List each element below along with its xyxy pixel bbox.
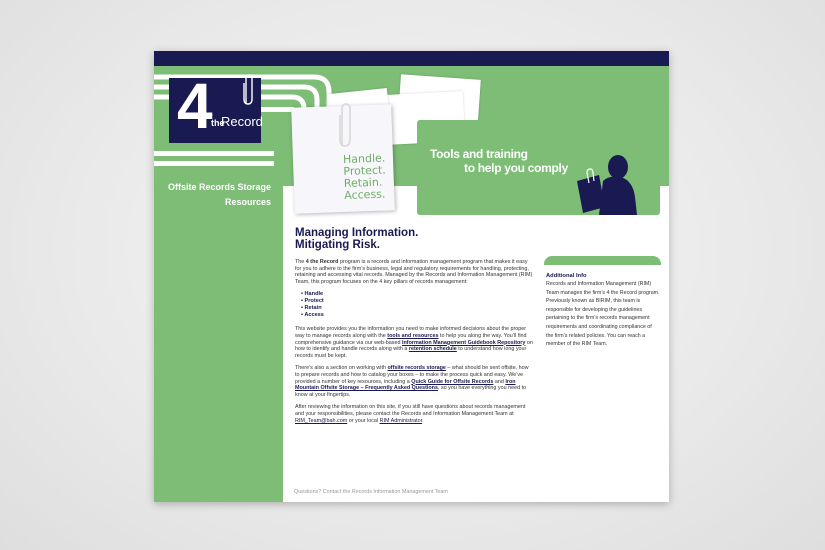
list-item: • Access bbox=[301, 312, 534, 319]
sidebar-link-offsite-line1[interactable]: Offsite Records Storage bbox=[167, 182, 271, 192]
text-run: , so you have everything you need to know at your fingertips. bbox=[295, 385, 527, 398]
list-item: • Retain bbox=[301, 305, 534, 312]
intro-prefix: The bbox=[295, 259, 306, 265]
note-line: Protect. bbox=[343, 163, 387, 178]
tools-banner[interactable] bbox=[417, 120, 660, 215]
site-page bbox=[154, 51, 669, 502]
additional-info-panel bbox=[546, 273, 660, 349]
list-item: • Handle bbox=[301, 291, 534, 298]
guidebook-repository-link[interactable]: Information Management Guidebook Repository bbox=[401, 339, 526, 346]
sidebar bbox=[154, 186, 283, 502]
info-body: Records and Information Management (RIM) Team manages the firm’s 4 the Record program. Previously known as BIRIM, this team is responsible for developing the guidelines pertaining to the firm’s records management requirements and coordinating compliance of the firm’s related policies. You can reach a member of the RIM Team. bbox=[546, 281, 660, 348]
headline-line-1: Managing Information. bbox=[295, 227, 419, 239]
quick-guide-link[interactable]: Quick Guide for Offsite Records bbox=[411, 378, 494, 385]
text-run: . bbox=[422, 417, 424, 424]
note-line: Handle. bbox=[342, 151, 386, 166]
sidebar-link-offsite-line2[interactable]: Resources bbox=[224, 197, 271, 207]
list-item: • Protect bbox=[301, 298, 534, 305]
footer-contact-text[interactable]: Questions? Contact the Records Information Management Team bbox=[294, 489, 448, 495]
resources-paragraph bbox=[295, 326, 534, 359]
offsite-paragraph bbox=[295, 365, 534, 398]
offsite-storage-link[interactable]: offsite records storage bbox=[387, 365, 446, 372]
info-title: Additional Info bbox=[546, 273, 587, 279]
text-run: to understand how long your records must be kept. bbox=[295, 346, 527, 359]
paperclip-icon bbox=[337, 101, 353, 149]
reading-person-icon bbox=[569, 153, 639, 215]
retention-schedule-link[interactable]: retention schedule bbox=[408, 346, 457, 353]
rim-administrator-link[interactable]: RIM Administrator bbox=[379, 417, 423, 424]
note-line: Retain. bbox=[343, 175, 383, 190]
main-content bbox=[295, 227, 534, 430]
text-run: and bbox=[493, 378, 506, 385]
text-run: on how to identify and handle records along with a bbox=[295, 339, 533, 353]
pillars-note-text bbox=[343, 151, 423, 202]
text-run: to help you along the way. You’ll find comprehensive guidance via our web-based bbox=[295, 332, 527, 346]
logo-small-word: the bbox=[211, 118, 225, 128]
contact-paragraph bbox=[295, 404, 534, 424]
text-run: After reviewing the information on this site, if you still have questions about records management and your responsibilities, please contact the Records and Information Management Team at bbox=[295, 404, 526, 417]
banner-line-2: to help you comply bbox=[464, 161, 568, 175]
rim-email-link[interactable]: RIM_Team@bah.com bbox=[295, 417, 348, 424]
text-run: – what should be sent offsite, how to prepare records and how to catalog your boxes – to make the process quick and easy. We’ve provided a number of key resources, including a bbox=[295, 365, 529, 385]
note-line: Access. bbox=[344, 187, 386, 202]
tools-resources-link[interactable]: tools and resources bbox=[387, 332, 439, 339]
banner-line-1: Tools and training bbox=[430, 147, 528, 161]
logo-number: 4 bbox=[177, 70, 211, 142]
logo-word: Record bbox=[221, 114, 263, 129]
page-title bbox=[295, 227, 534, 251]
headline-line-2: Mitigating Risk. bbox=[295, 239, 380, 251]
program-name: 4 the Record bbox=[305, 259, 339, 265]
pillars-list bbox=[301, 291, 534, 319]
text-run: or your local bbox=[347, 417, 380, 424]
intro-paragraph bbox=[295, 259, 534, 285]
paperclip-icon bbox=[242, 73, 256, 107]
iron-mountain-faq-link[interactable]: Iron Mountain Offsite Storage – Frequently Asked Questions bbox=[295, 378, 516, 392]
top-bar bbox=[154, 51, 669, 66]
intro-text: program is a records and information management program that makes it easy for you to adhere to the firm’s business, legal and regulatory requirements for handling, protecting, retaining and accessing vital records. Managed by the Records and Information Management (RIM) Team, this program focuses on the 4 key pillars of records management: bbox=[295, 259, 533, 285]
text-run: There’s also a section on working with bbox=[295, 365, 388, 372]
info-panel-tab bbox=[544, 256, 661, 265]
text-run: This website provides you the information you need to make informed decisions about the proper way to manage records along with the bbox=[295, 326, 527, 339]
